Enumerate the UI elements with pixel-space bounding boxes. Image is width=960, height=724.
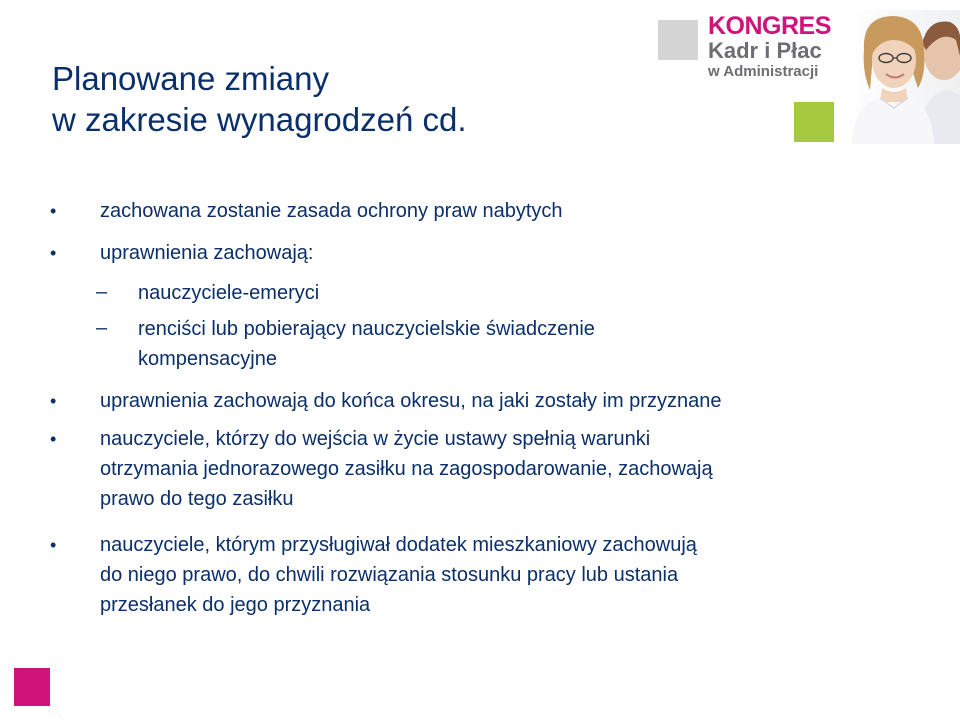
bullet-marker: • (50, 535, 57, 555)
text-line: otrzymania jednorazowego zasiłku na zagospodarowanie, zachowają (100, 458, 713, 480)
text-line: renciści lub pobierający nauczycielskie świadczenie (138, 318, 595, 340)
text-line: nauczyciele-emeryci (138, 282, 320, 304)
text-line: do niego prawo, do chwili rozwiązania stosunku pracy lub ustania (100, 564, 679, 586)
bullet-marker: • (50, 243, 57, 263)
text-line: uprawnienia zachowają do końca okresu, na jaki zostały im przyznane (100, 390, 722, 412)
text-line: kompensacyjne (138, 348, 277, 370)
bullet-marker: • (50, 201, 57, 221)
bullet-text (100, 424, 900, 514)
logo-line-3: w Administracji (708, 63, 819, 80)
text-line: nauczyciele, którym przysługiwał dodatek mieszkaniowy zachowują (100, 534, 697, 556)
logo-line-1: KONGRES (708, 12, 831, 40)
bullet-text (100, 238, 900, 268)
title-line-1: Planowane zmiany (52, 60, 329, 97)
bullet-text (138, 278, 758, 308)
logo-line-2: Kadr i Płac (708, 38, 822, 63)
dash-marker: – (96, 317, 108, 339)
women-photo-icon (846, 10, 960, 144)
text-line: uprawnienia zachowają: (100, 242, 314, 264)
text-line: zachowana zostanie zasada ochrony praw nabytych (100, 200, 563, 222)
dash-marker: – (96, 281, 108, 303)
logo-text (708, 14, 831, 79)
title-line-2: w zakresie wynagrodzeń cd. (52, 101, 467, 138)
kongres-logo (656, 10, 960, 144)
green-square-icon (794, 102, 834, 142)
bullet-marker: • (50, 391, 57, 411)
bullet-text (138, 314, 758, 374)
text-line: prawo do tego zasiłku (100, 488, 294, 510)
bullet-text (100, 530, 900, 620)
text-line: nauczyciele, którzy do wejścia w życie ustawy spełnią warunki (100, 428, 651, 450)
bullet-marker: • (50, 429, 57, 449)
gray-square-icon (658, 20, 698, 60)
text-line: przesłanek do jego przyznania (100, 594, 371, 616)
slide-title (52, 58, 467, 140)
bullet-text (100, 386, 900, 416)
bullet-text (100, 196, 900, 226)
pink-square-icon (14, 668, 50, 706)
